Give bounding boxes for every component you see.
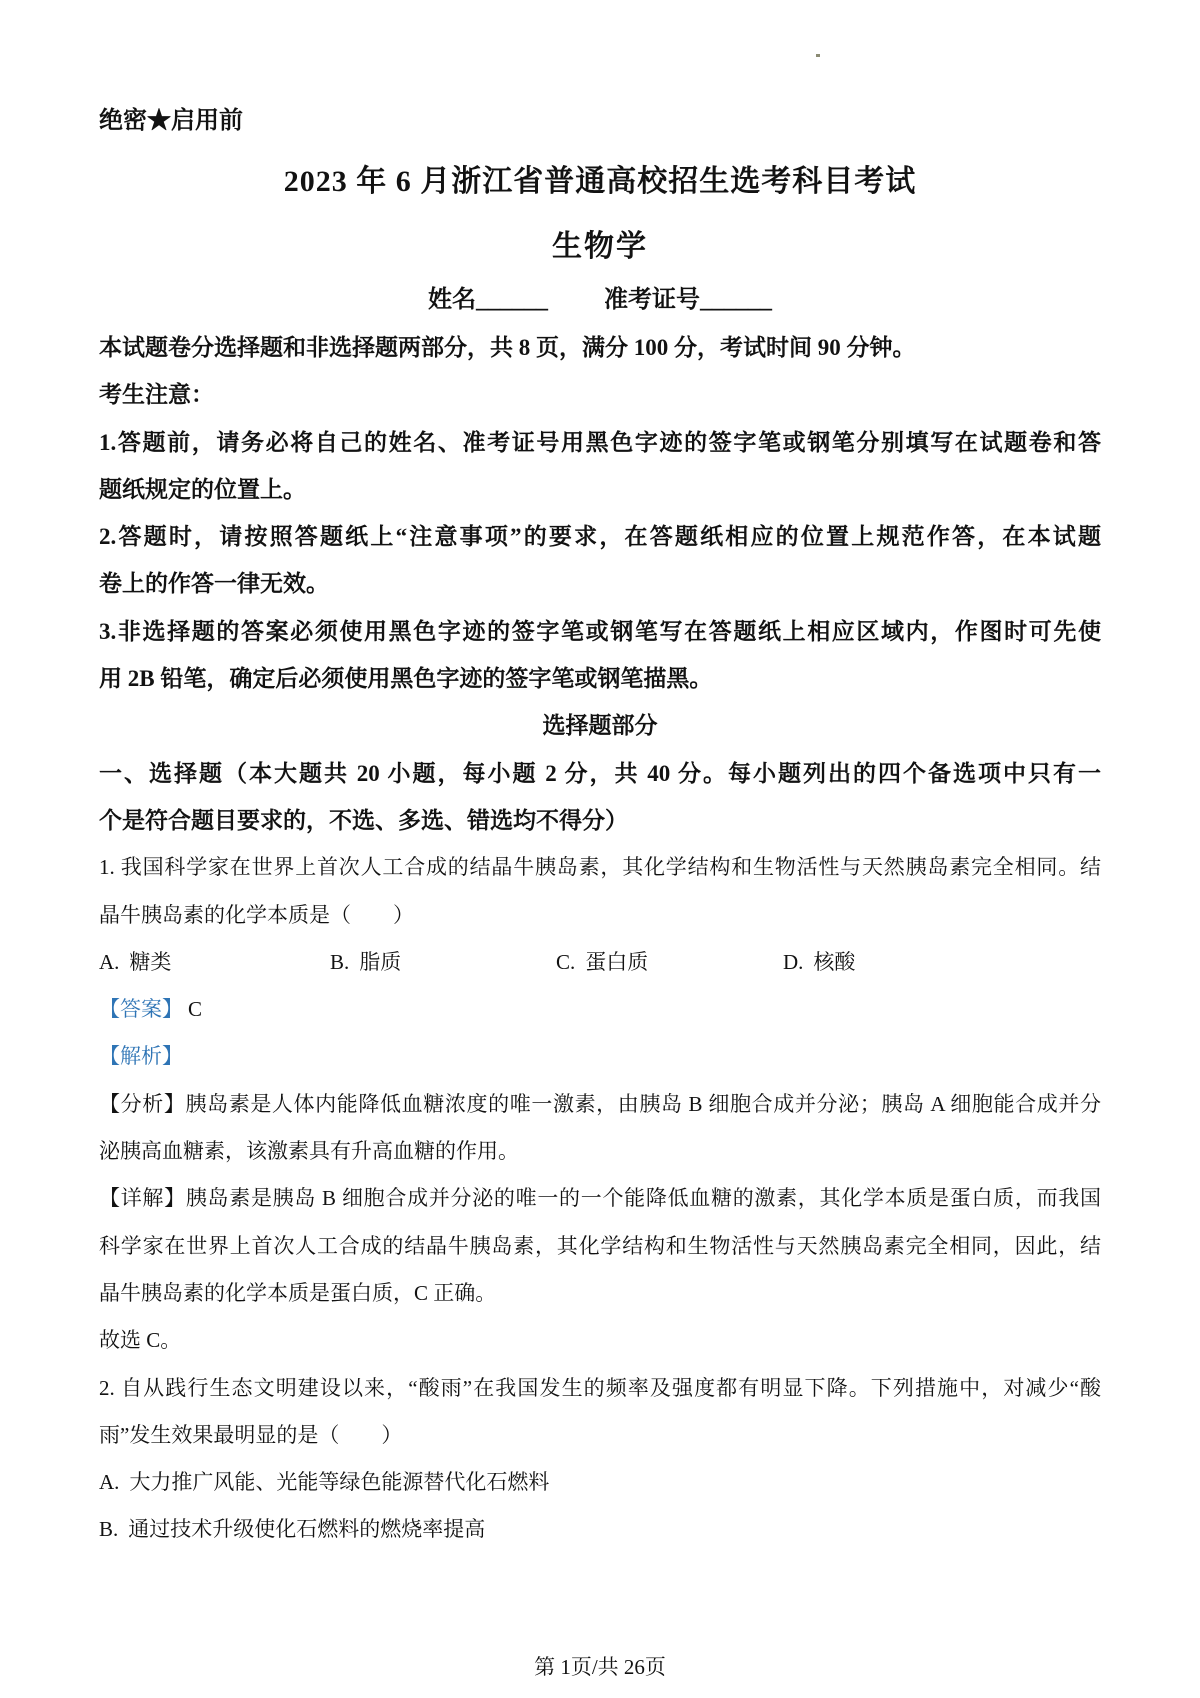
secrecy-notice: 绝密★启用前 [99,108,243,134]
question-1-analysis-line-2: 泌胰高血糖素，该激素具有升高血糖的作用。 [99,1139,519,1164]
subject-title: 生物学 [552,230,648,263]
name-label: 姓名 [428,287,476,313]
page-footer [0,1650,1200,1684]
question-2-option-b [99,1506,1101,1553]
candidate-info-row [0,276,1200,325]
section-intro-line-1: 一、选择题（本大题共 20 小题，每小题 2 分，共 40 分。每小题列出的四个备选项中只有一 [99,760,1101,786]
question-1-detail-line-1: 【详解】胰岛素是胰岛 B 细胞合成并分泌的唯一的一个能降低血糖的激素，其化学本质是蛋白质，而我国 [99,1186,1101,1211]
option-text: 蛋白质 [585,949,649,974]
option-label: B. [330,949,350,974]
part-title: 选择题部分 [542,713,658,739]
question-2-stem-line-2: 雨”发生效果最明显的是（ ） [99,1422,403,1447]
document-body [99,324,1101,1554]
answer-value: C [188,997,203,1022]
notice-2-line-2: 卷上的作答一律无效。 [99,571,329,597]
notice-1-line-1: 1.答题前，请务必将自己的姓名、准考证号用黑色字迹的签字笔或钢笔分别填写在试题卷和答 [99,429,1101,455]
question-1-option-d [783,939,855,986]
option-text: 通过技术升级使化石燃料的燃烧率提高 [128,1517,486,1542]
question-1-analysis-heading [99,1033,1101,1080]
exam-title: 2023 年 6 月浙江省普通高校招生选考科目考试 [283,165,917,198]
question-1-detail-line-3: 晶牛胰岛素的化学本质是蛋白质，C 正确。 [99,1280,497,1305]
scan-artifact-dot [816,54,820,57]
notice-3-line-2: 用 2B 铅笔，确定后必须使用黑色字迹的签字笔或钢笔描黑。 [99,666,713,692]
answer-label: 【答案】 [99,997,183,1022]
option-text: 脂质 [359,949,402,974]
question-1-option-a [99,939,171,986]
name-blank: ______ [476,287,548,313]
option-text: 糖类 [129,949,172,974]
page-number: 第 1页/共 26页 [534,1655,666,1679]
option-label: A. [99,949,120,974]
notice-3-line-1: 3.非选择题的答案必须使用黑色字迹的签字笔或钢笔写在答题纸上相应区域内，作图时可先使 [99,618,1101,644]
admission-no-blank: ______ [700,287,772,313]
paper-summary: 本试题卷分选择题和非选择题两部分，共 8 页，满分 100 分，考试时间 90 分钟。 [99,335,916,360]
question-1-detail-line-2: 科学家在世界上首次人工合成的结晶牛胰岛素，其化学结构和生物活性与天然胰岛素完全相同，因此，结 [99,1233,1101,1258]
question-1-option-b [330,939,401,986]
section-intro-line-2: 个是符合题目要求的，不选、多选、错选均不得分） [99,807,628,833]
option-label: C. [556,949,576,974]
notice-1-line-2: 题纸规定的位置上。 [99,476,306,502]
notice-2-line-1: 2.答题时，请按照答题纸上“注意事项”的要求，在答题纸相应的位置上规范作答，在本试题 [99,524,1101,550]
notice-heading: 考生注意： [99,382,214,408]
question-1-stem-line-1: 1. 我国科学家在世界上首次人工合成的结晶牛胰岛素，其化学结构和生物活性与天然胰岛素完全相同。结 [99,855,1101,880]
option-label: A. [99,1470,120,1495]
option-text: 核酸 [813,949,856,974]
question-1-conclusion: 故选 C。 [99,1328,182,1353]
admission-no-label: 准考证号 [604,287,700,313]
option-label: D. [783,949,804,974]
option-label: B. [99,1517,119,1542]
question-1-analysis-line-1: 【分析】胰岛素是人体内能降低血糖浓度的唯一激素，由胰岛 B 细胞合成并分泌；胰岛 A 细胞能合成并分 [99,1091,1101,1116]
question-1-stem-line-2: 晶牛胰岛素的化学本质是（ ） [99,902,414,927]
question-1-options-row [99,939,1101,986]
question-2-stem-line-1: 2. 自从践行生态文明建设以来，“酸雨”在我国发生的频率及强度都有明显下降。下列措施中，对减少“酸 [99,1375,1101,1400]
name-group [428,276,548,325]
question-1-option-c [556,939,648,986]
analysis-label: 【解析】 [99,1044,183,1069]
option-text: 大力推广风能、光能等绿色能源替代化石燃料 [129,1470,550,1495]
question-2-option-a [99,1459,1101,1506]
question-1-answer-row [99,986,1101,1033]
admission-group [604,276,772,325]
